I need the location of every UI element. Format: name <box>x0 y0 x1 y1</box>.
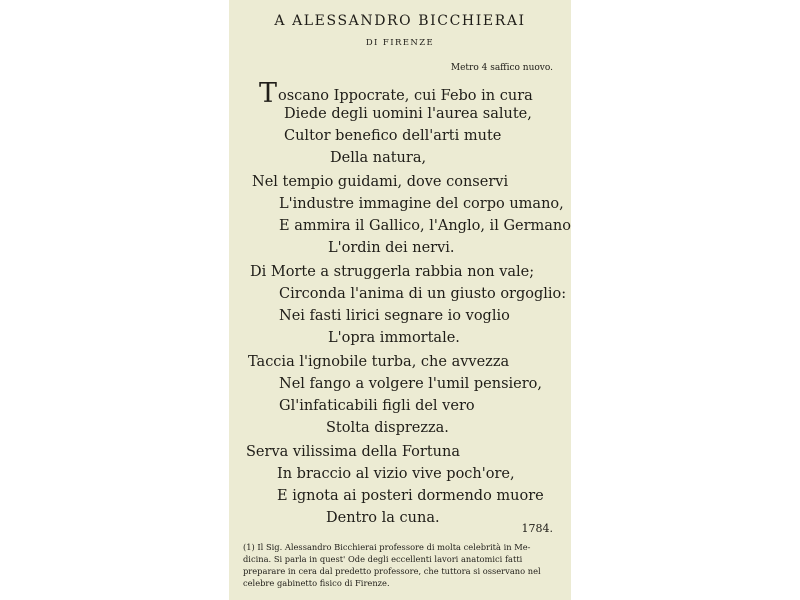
footnote-line: celebre gabinetto fisico di Firenze. <box>243 578 390 588</box>
poem-year: 1784. <box>521 522 553 535</box>
verse-line: Taccia l'ignobile turba, che avvezza <box>248 354 510 370</box>
verse-line: Circonda l'anima di un giusto orgoglio: <box>279 286 567 302</box>
verse-line: Serva vilissima della Fortuna <box>246 444 460 460</box>
verse-line: Stolta disprezza. <box>326 420 449 436</box>
verse-line: Toscano Ippocrate, cui Febo in cura <box>259 78 533 109</box>
verse-line: Della natura, <box>330 150 427 166</box>
verse-line: L'ordin dei nervi. <box>328 240 455 256</box>
drop-cap: T <box>259 78 278 109</box>
meter-note: Metro 4 saffico nuovo. <box>450 63 553 73</box>
footnote-line: preparare in cera dal predetto professore, che tuttora si osservano nel <box>243 566 541 576</box>
verse-line: Cultor benefico dell'arti mute <box>284 128 502 144</box>
verse-line: Nel tempio guidami, dove conservi <box>252 174 509 190</box>
footnote <box>243 541 559 589</box>
verse-line: L'opra immortale. <box>328 330 460 346</box>
verse-line: In braccio al vizio vive poch'ore, <box>277 466 515 482</box>
verse-line: E ignota ai posteri dormendo muore <box>277 488 544 504</box>
footnote-line: dicina. Si parla in quest' Ode degli eccellenti lavori anatomici fatti <box>243 554 523 564</box>
verse-line: Nei fasti lirici segnare io voglio <box>279 308 510 324</box>
poem-subtitle: DI FIRENZE <box>365 38 435 48</box>
verse-line: L'industre immagine del corpo umano, <box>279 196 564 212</box>
verse-line: Nel fango a volgere l'umil pensiero, <box>279 376 543 392</box>
verse-line: E ammira il Gallico, l'Anglo, il Germano <box>279 218 571 234</box>
verse-line: Gl'infaticabili figli del vero <box>279 398 475 414</box>
verse-line: Dentro la cuna. <box>326 510 440 526</box>
poem-title: A ALESSANDRO BICCHIERAI <box>274 13 526 29</box>
verse-line: Di Morte a struggerla rabbia non vale; <box>250 264 535 280</box>
book-page <box>229 0 571 600</box>
verse-line: Diede degli uomini l'aurea salute, <box>284 106 532 122</box>
footnote-line: (1) Il Sig. Alessandro Bicchierai professore di molta celebrità in Me- <box>243 542 531 552</box>
